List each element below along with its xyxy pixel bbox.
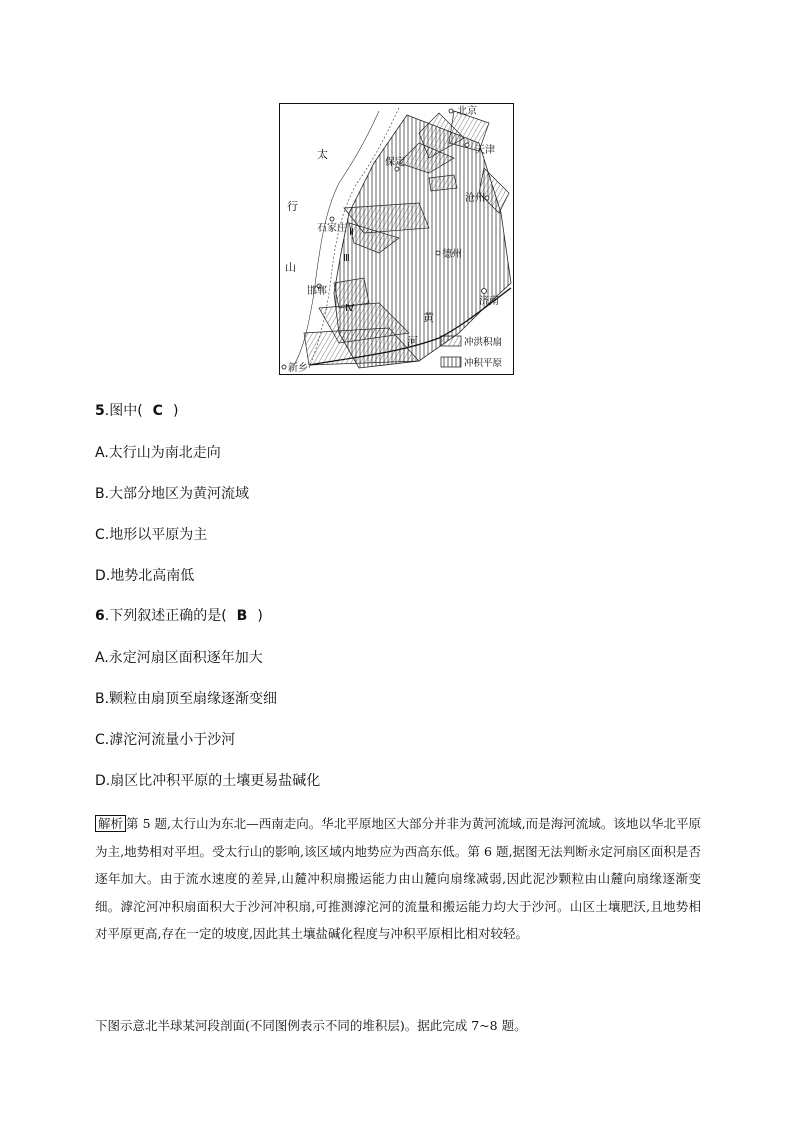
question-stem: 下列叙述正确的是( [109, 608, 227, 624]
label-baoding: 保定 [385, 157, 405, 168]
option: C.滹沱河流量小于沙河 [95, 732, 236, 748]
option: C.地形以平原为主 [95, 527, 208, 543]
legend-alluvial-fan: 冲洪积扇 [464, 337, 503, 348]
map-figure [279, 103, 514, 375]
label-taihang-2: 行 [287, 200, 298, 213]
option: A.永定河扇区面积逐年加大 [95, 650, 263, 666]
legend-alluvial-plain: 冲积平原 [464, 358, 503, 369]
answer: B [236, 608, 248, 624]
label-taihang-3: 山 [285, 261, 296, 274]
option: A.太行山为南北走向 [95, 445, 221, 461]
option: D.扇区比冲积平原的土壤更易盐碱化 [95, 773, 321, 789]
analysis-tag: 解析 [95, 815, 126, 832]
label-handan: 邯郸 [307, 286, 327, 297]
label-taihang-1: 太 [317, 148, 328, 161]
label-huanghe-2: 河 [407, 335, 418, 348]
option: D.地势北高南低 [95, 568, 195, 584]
answer: C [152, 403, 163, 419]
option: B.颗粒由扇顶至扇缘逐渐变细 [95, 691, 278, 707]
label-jinan: 济南 [479, 296, 499, 307]
question-stem: 图中( [109, 403, 143, 419]
label-beijing: 北京 [457, 106, 477, 117]
analysis-block [95, 810, 701, 948]
question-number: 6 [95, 608, 105, 624]
question-5: 5.图中( C ) [95, 403, 179, 419]
label-shijiazhuang: 石家庄 [317, 223, 347, 234]
label-dezhou: 德州 [442, 249, 462, 260]
label-tianjin: 天津 [475, 145, 495, 156]
label-fan-4: Ⅳ [345, 303, 355, 314]
label-xinxiang: 新乡 [288, 363, 308, 374]
question-number: 5 [95, 403, 105, 419]
label-fan-2: Ⅱ [349, 227, 354, 238]
analysis-text: 第 5 题,太行山为东北—西南走向。华北平原地区大部分并非为黄河流域,而是海河流域。该地以华北平原为主,地势相对平坦。受太行山的影响,该区域内地势应为西高东低。第 6 题,据图无法判断永定河扇区面积是否逐年加大。由于流水速度的差异,山麓冲积扇搬运能力由山麓向扇缘减弱,因此泥沙颗粒由山麓向扇缘逐渐变细。滹沱河冲积扇面积大于沙河冲积扇,可推测滹沱河的流量和搬运能力均大于沙河。山区土壤肥沃,且地势相对平原更高,存在一定的坡度,因此其土壤盐碱化程度与冲积平原相比相对较轻。 [95, 816, 701, 942]
label-huanghe-1: 黄 [423, 311, 434, 324]
question-6: 6.下列叙述正确的是( B ) [95, 608, 263, 624]
label-cangzhou: 沧州 [465, 193, 485, 204]
label-fan-3: Ⅲ [343, 253, 350, 264]
option: B.大部分地区为黄河流域 [95, 486, 250, 502]
next-questions-intro: 下图示意北半球某河段剖面(不同图例表示不同的堆积层)。据此完成 7~8 题。 [95, 1018, 527, 1033]
